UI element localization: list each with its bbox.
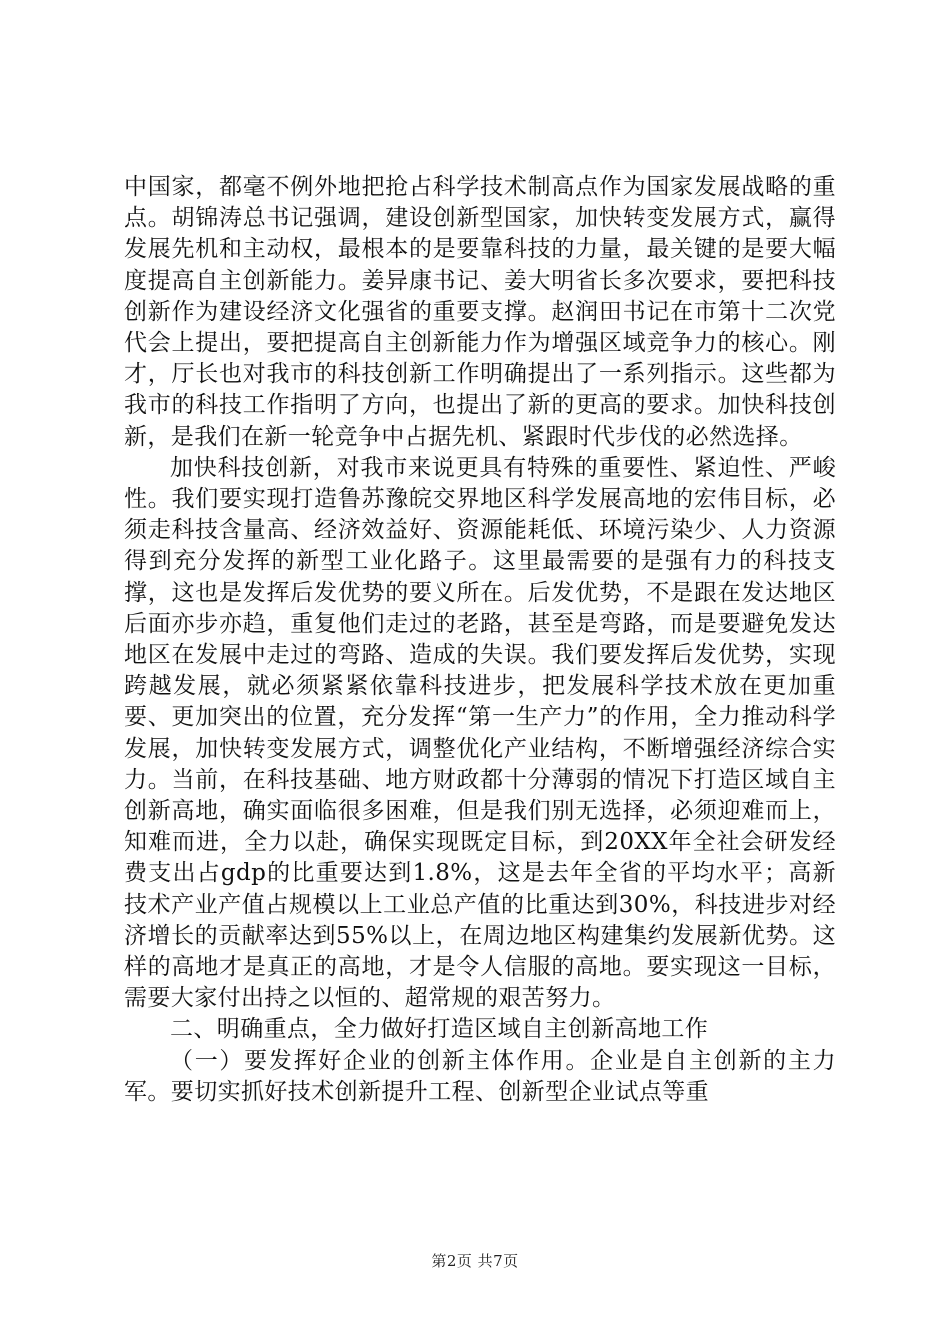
section-heading: 二、明确重点，全力做好打造区域自主创新高地工作 (170, 1016, 709, 1043)
page-footer: 第2页 共7页 (431, 1252, 519, 1270)
paragraph-2: 加快科技创新，对我市来说更具有特殊的重要性、紧迫性、严峻性。我们要实现打造鲁苏豫皖交界地区科学发展高地的宏伟目标，必须走科技含量高、经济效益好、资源能耗低、环境污染少、人力资源得到充分发挥的新型工业化路子。这里最需要的是强有力的科技支撑，这也是发挥后发优势的要义所在。后发优势，不是跟在发达地区后面亦步亦趋，重复他们走过的老路，甚至是弯路，而是要避免发达地区在发展中走过的弯路、造成的失误。我们要发挥后发优势，实现跨越发展，就必须紧紧依靠科技进步，把发展科学技术放在更加重要、更加突出的位置，充分发挥“第一生产力”的作用，全力推动科学发展，加快转变发展方式，调整优化产业结构，不断增强经济综合实力。当前，在科技基础、地方财政都十分薄弱的情况下打造区域自主创新高地，确实面临很多困难，但是我们别无选择，必须迎难而上，知难而进，全力以赴，确保实现既定目标，到20XX年全社会研发经费支出占gdp的比重要达到1.8%，这是去年全省的平均水平；高新技术产业产值占规模以上工业总产值的比重达到30%，科技进步对经济增长的贡献率达到55%以上，在周边地区构建集约发展新优势。这样的高地才是真正的高地，才是令人信服的高地。要实现这一目标，需要大家付出持之以恒的、超常规的艰苦努力。 (124, 454, 836, 1012)
paragraph-1: 中国家，都毫不例外地把抢占科学技术制高点作为国家发展战略的重点。胡锦涛总书记强调，建设创新型国家，加快转变发展方式，赢得发展先机和主动权，最根本的是要靠科技的力量，最关键的是要大幅度提高自主创新能力。姜异康书记、姜大明省长多次要求，要把科技创新作为建设经济文化强省的重要支撑。赵润田书记在市第十二次党代会上提出，要把提高自主创新能力作为增强区域竞争力的核心。刚才，厅长也对我市的科技创新工作明确提出了一系列指示。这些都为我市的科技工作指明了方向，也提出了新的更高的要求。加快科技创新，是我们在新一轮竞争中占据先机、紧跟时代步伐的必然选择。 (124, 174, 836, 450)
paragraph-3: （一）要发挥好企业的创新主体作用。企业是自主创新的主力军。要切实抓好技术创新提升工程、创新型企业试点等重 (124, 1047, 836, 1105)
document-body (124, 172, 836, 1108)
